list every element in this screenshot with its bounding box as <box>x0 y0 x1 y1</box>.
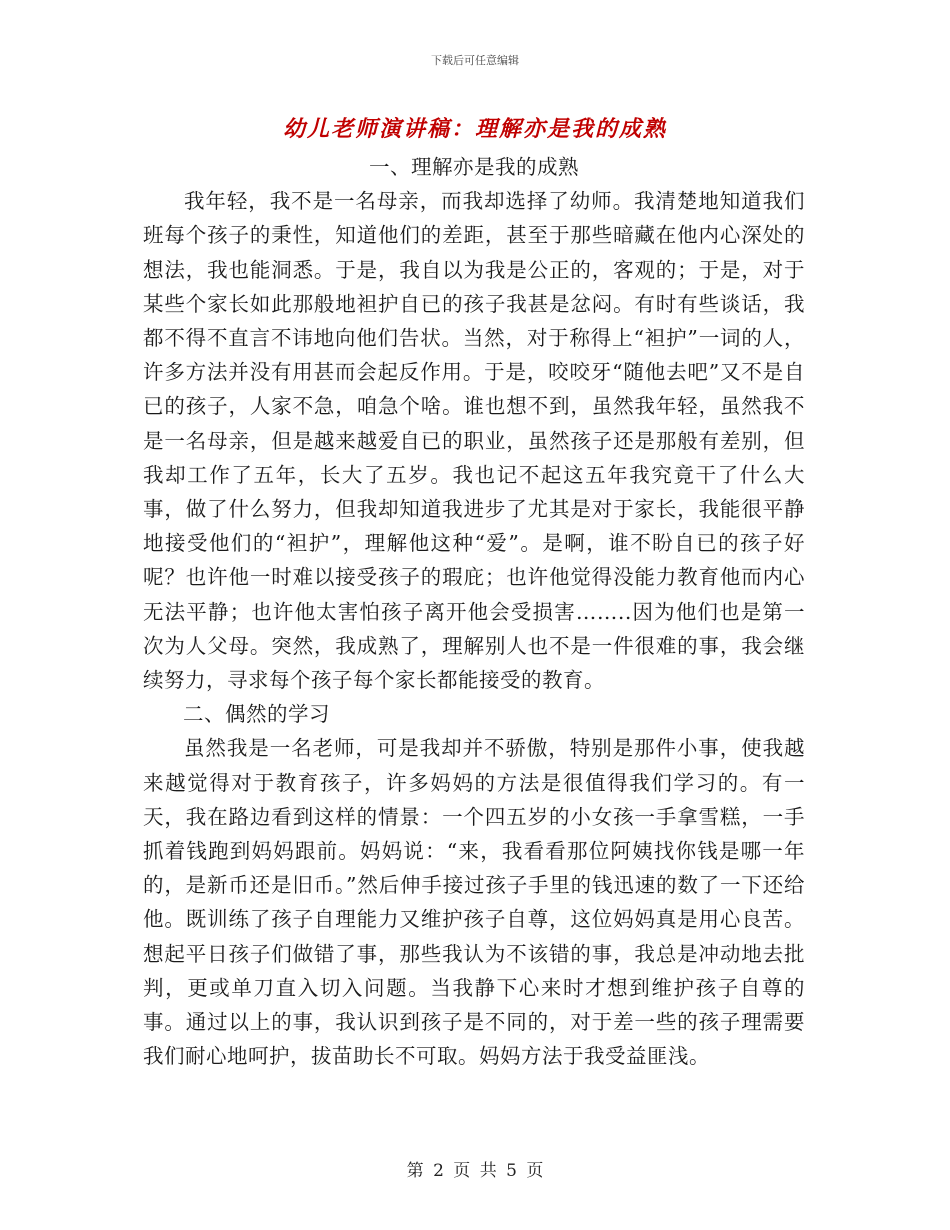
section-heading-1: 一、理解亦是我的成熟 <box>369 155 579 179</box>
document-title: 幼儿老师演讲稿：理解亦是我的成熟 <box>282 117 667 142</box>
section-heading-2: 二、偶然的学习 <box>183 702 330 727</box>
document-body <box>143 150 805 1073</box>
section-paragraph-2: 虽然我是一名老师，可是我却并不骄傲，特别是那件小事，使我越来越觉得对于教育孩子，许多妈妈的方法是很值得我们学习的。有一天，我在路边看到这样的情景：一个四五岁的小女孩一手拿雪糕，一手抓着钱跑到妈妈跟前。妈妈说：“来，我看看那位阿姨找你钱是哪一年的，是新币还是旧币。”然后伸手接过孩子手里的钱迅速的数了一下还给他。既训练了孩子自理能力又维护孩子自尊，这位妈妈真是用心良苦。想起平日孩子们做错了事，那些我认为不该错的事，我总是冲动地去批判，更或单刀直入切入问题。当我静下心来时才想到维护孩子自尊的事。通过以上的事，我认识到孩子是不同的，对于差一些的孩子理需要我们耐心地呵护，拔苗助长不可取。妈妈方法于我受益匪浅。 <box>143 736 805 1069</box>
section-paragraph-1: 我年轻，我不是一名母亲，而我却选择了幼师。我清楚地知道我们班每个孩子的秉性，知道他们的差距，甚至于那些暗藏在他内心深处的想法，我也能洞悉。于是，我自以为我是公正的，客观的；于是，对于某些个家长如此那般地袒护自已的孩子我甚是忿闷。有时有些谈话，我都不得不直言不讳地向他们告状。当然，对于称得上“袒护”一词的人，许多方法并没有用甚而会起反作用。于是，咬咬牙“随他去吧”又不是自已的孩子，人家不急，咱急个啥。谁也想不到，虽然我年轻，虽然我不是一名母亲，但是越来越爱自已的职业，虽然孩子还是那般有差别，但我却工作了五年，长大了五岁。我也记不起这五年我究竟干了什么大事，做了什么努力，但我却知道我进步了尤其是对于家长，我能很平静地接受他们的“袒护”，理解他这种“爱”。是啊，谁不盼自已的孩子好呢？也许他一时难以接受孩子的瑕庇；也许他觉得没能力教育他而内心无法平静；也许他太害怕孩子离开他会受损害……..因为他们也是第一次为人父母。突然，我成熟了，理解别人也不是一件很难的事，我会继续努力，寻求每个孩子每个家长都能接受的教育。 <box>143 189 805 693</box>
header-note: 下载后可任意编辑 <box>431 54 519 67</box>
page-number: 第 2 页 共 5 页 <box>406 1161 544 1181</box>
